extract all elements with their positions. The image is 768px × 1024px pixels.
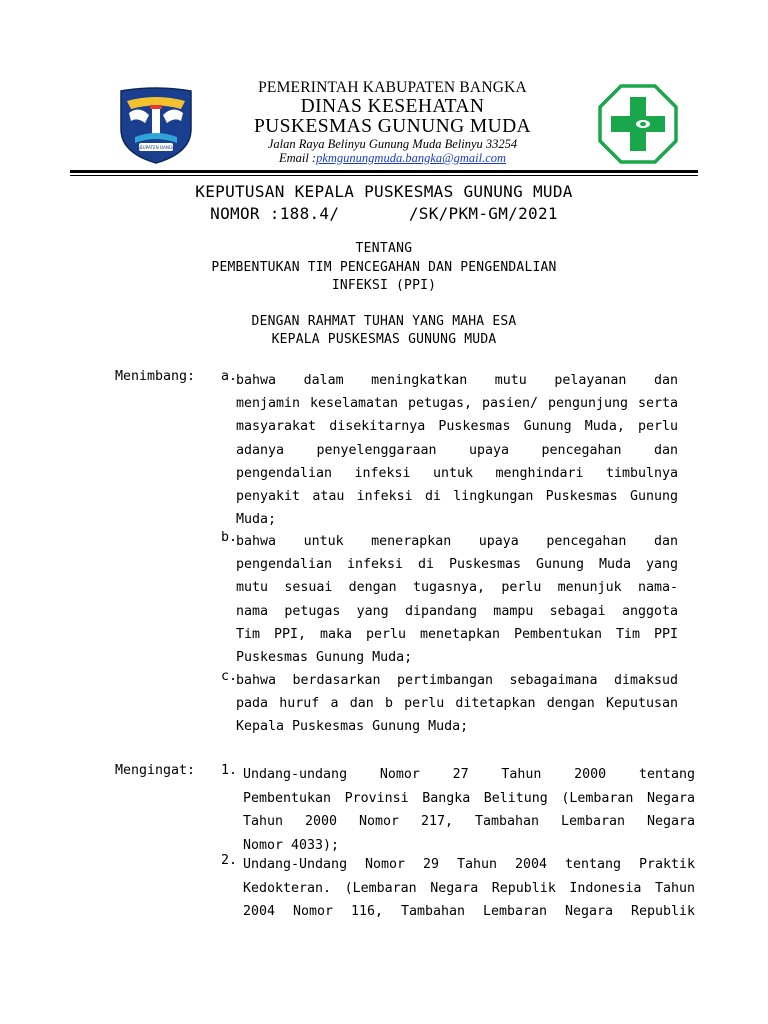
text-line: Tim PPI, maka perlu menetapkan Pembentukan Tim PPI bbox=[236, 626, 678, 642]
decree-subject-line1: PEMBENTUKAN TIM PENCEGAHAN DAN PENGENDALIAN bbox=[211, 260, 557, 275]
header-address: Jalan Raya Belinyu Gunung Muda Belinyu 33254 bbox=[267, 137, 518, 151]
text-line: Muda; bbox=[236, 512, 277, 528]
menimbang-item-c bbox=[236, 669, 678, 739]
emblem-caption: KABUPATEN BANGKA bbox=[134, 145, 178, 150]
text-line: masyarakat disekitarnya Puskesmas Gunung Muda, perlu bbox=[236, 419, 678, 435]
header-email-line bbox=[200, 151, 585, 166]
header-puskesmas: PUSKESMAS GUNUNG MUDA bbox=[253, 116, 532, 137]
menimbang-marker-a: a. bbox=[221, 369, 238, 384]
decree-subject-line2: INFEKSI (PPI) bbox=[331, 278, 437, 293]
text-line: adanya penyelenggaraan upaya pencegahan dan bbox=[236, 442, 678, 458]
menimbang-label: Menimbang: bbox=[115, 369, 196, 384]
puskesmas-cross-logo bbox=[597, 83, 679, 165]
header-department: DINAS KESEHATAN bbox=[300, 96, 485, 117]
mengingat-item-1 bbox=[243, 763, 695, 857]
email-label: Email : bbox=[278, 151, 317, 165]
text-line: pengendalian infeksi untuk menghindari timbulnya bbox=[236, 465, 678, 481]
text-line: menjamin keselamatan petugas, pasien/ pengunjung serta bbox=[236, 396, 678, 412]
email-link[interactable]: pkmgunungmuda.bangka@gmail.com bbox=[316, 151, 507, 165]
mengingat-marker-1: 1. bbox=[221, 763, 238, 778]
text-line: Puskesmas Gunung Muda; bbox=[236, 650, 413, 666]
decree-about: TENTANG bbox=[355, 241, 413, 256]
header-government: PEMERINTAH KABUPATEN BANGKA bbox=[258, 79, 527, 96]
text-line: bahwa untuk menerapkan upaya pencegahan dan bbox=[236, 534, 678, 549]
letterhead-rule-thick bbox=[70, 170, 698, 173]
text-line: pada huruf a dan b perlu ditetapkan dengan Keputusan bbox=[236, 696, 678, 712]
decree-number: NOMOR :188.4/ /SK/PKM-GM/2021 bbox=[210, 204, 558, 223]
mengingat-marker-2: 2. bbox=[221, 853, 238, 868]
decree-issuer: KEPALA PUSKESMAS GUNUNG MUDA bbox=[271, 332, 497, 347]
text-line: Nomor 4033); bbox=[243, 837, 340, 853]
text-line: Pembentukan Provinsi Bangka Belitung (Lembaran Negara bbox=[243, 790, 695, 806]
decree-blessing: DENGAN RAHMAT TUHAN YANG MAHA ESA bbox=[251, 314, 517, 329]
kabupaten-bangka-emblem bbox=[115, 83, 197, 165]
menimbang-marker-c: c. bbox=[221, 669, 238, 684]
text-line: Kedokteran. (Lembaran Negara Republik Indonesia Tahun bbox=[243, 880, 695, 896]
text-line: 2004 Nomor 116, Tambahan Lembaran Negara Republik bbox=[243, 904, 695, 920]
mengingat-item-2 bbox=[243, 853, 695, 924]
text-line: mutu sesuai dengan tugasnya, perlu menunjuk nama- bbox=[236, 580, 678, 596]
text-line: Tahun 2000 Nomor 217, Tambahan Lembaran Negara bbox=[243, 814, 695, 830]
decree-title: KEPUTUSAN KEPALA PUSKESMAS GUNUNG MUDA bbox=[195, 182, 573, 201]
text-line: penyakit atau infeksi di lingkungan Puskesmas Gunung bbox=[236, 489, 678, 505]
text-line: Kepala Puskesmas Gunung Muda; bbox=[236, 719, 469, 735]
text-line: nama petugas yang dipandang mampu sebagai anggota bbox=[236, 603, 678, 619]
mengingat-label: Mengingat: bbox=[115, 763, 196, 778]
menimbang-item-a bbox=[236, 369, 678, 531]
text-line: Undang-Undang Nomor 29 Tahun 2004 tentang Praktik bbox=[243, 857, 695, 872]
text-line: bahwa dalam meningkatkan mutu pelayanan dan bbox=[236, 373, 678, 388]
menimbang-item-b bbox=[236, 530, 678, 669]
menimbang-marker-b: b. bbox=[221, 530, 238, 545]
letterhead-rule-thin bbox=[70, 175, 698, 176]
text-line: Undang-undang Nomor 27 Tahun 2000 tentang bbox=[243, 767, 695, 782]
text-line: bahwa berdasarkan pertimbangan sebagaimana dimaksud bbox=[236, 673, 678, 688]
text-line: pengendalian infeksi di Puskesmas Gunung Muda yang bbox=[236, 557, 678, 573]
